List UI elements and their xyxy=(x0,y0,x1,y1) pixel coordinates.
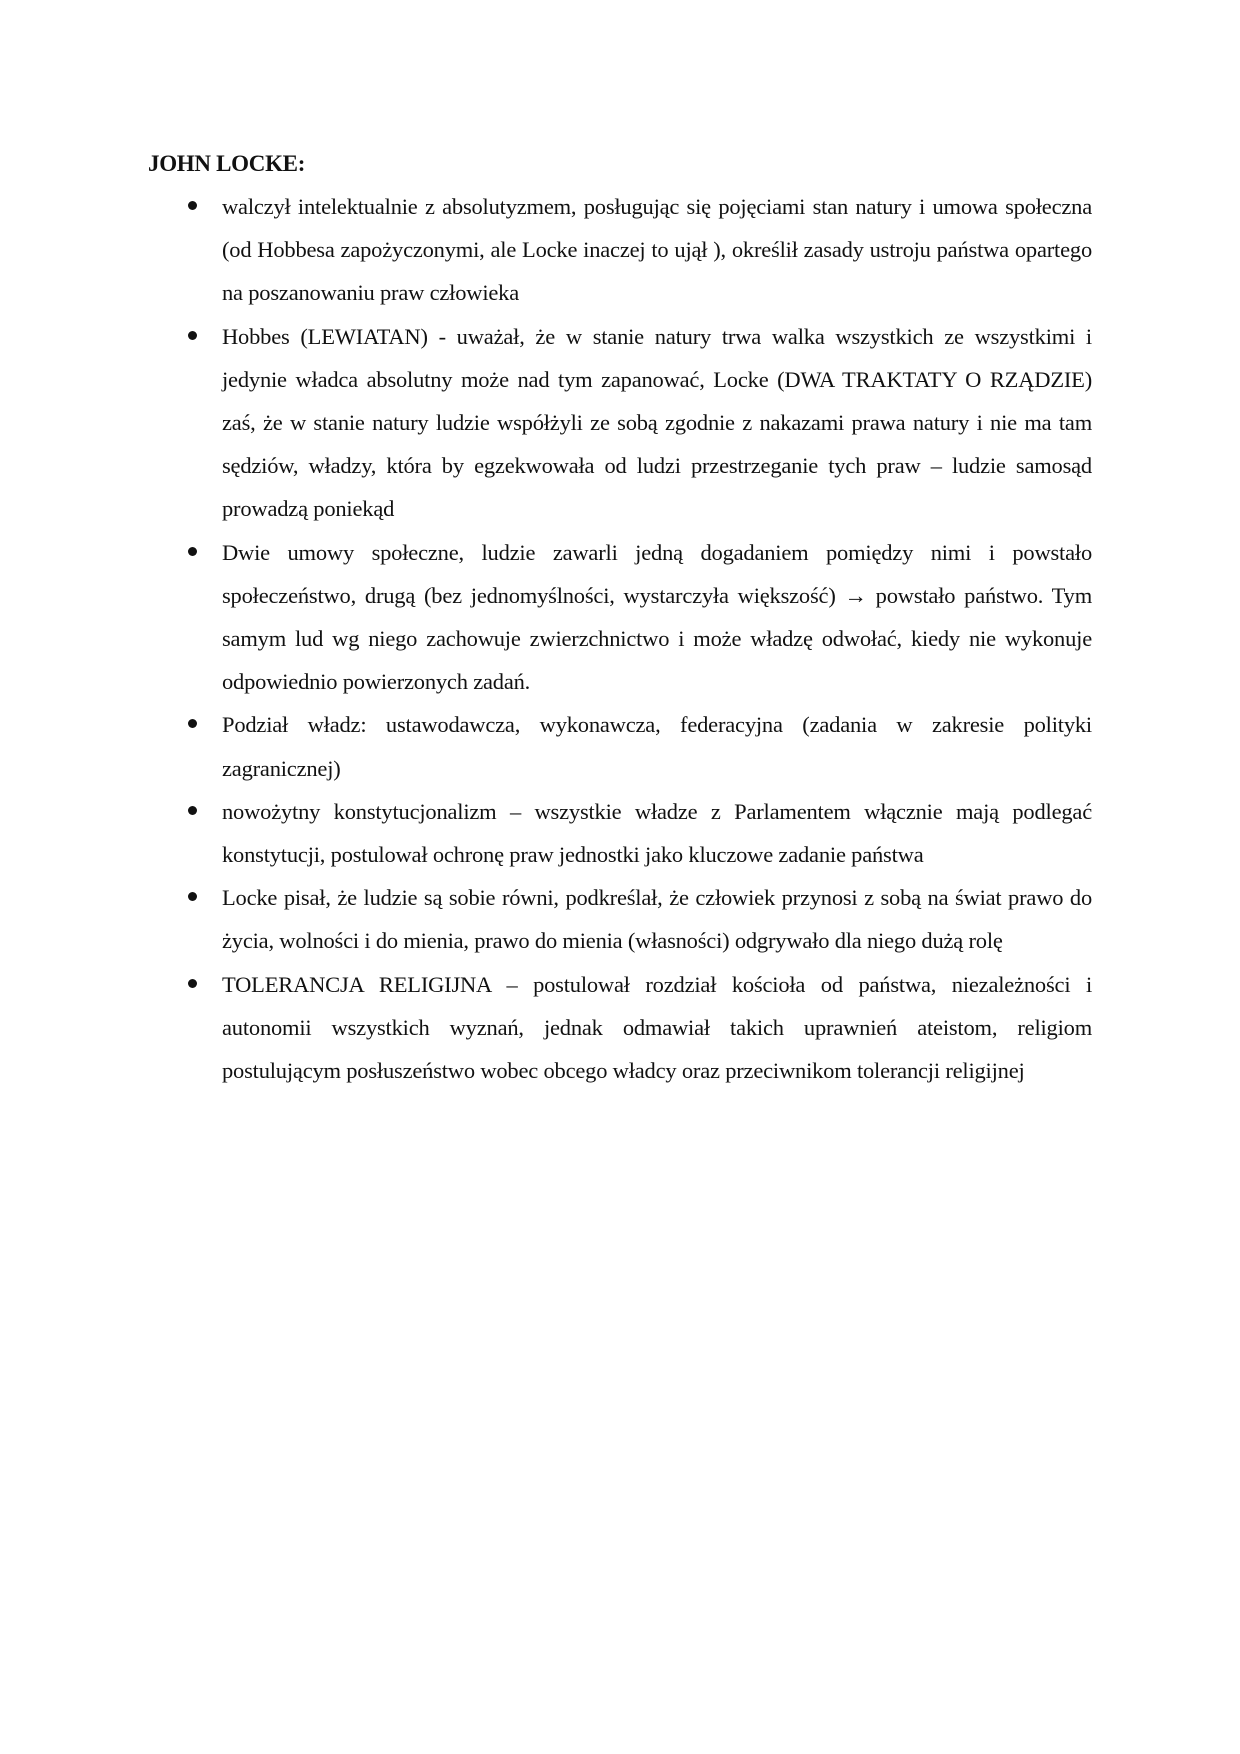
bullet-item xyxy=(148,185,1092,315)
bullet-item xyxy=(148,963,1092,1093)
bullet-text: Podział władz: ustawodawcza, wykonawcza, federacyjna (zadania w zakresie polityki zagranicznej) xyxy=(222,712,1092,781)
bullet-item xyxy=(148,315,1092,531)
document-title: JOHN LOCKE: xyxy=(148,151,306,176)
bullet-text: nowożytny konstytucjonalizm – wszystkie władze z Parlamentem włącznie mają podlegać konstytucji, postulował ochronę praw jednostki jako kluczowe zadanie państwa xyxy=(222,798,1092,868)
bullet-text: Hobbes (LEWIATAN) - uważał, że w stanie natury trwa walka wszystkich ze wszystkimi i jedynie władca absolutny może nad tym zapanować, Locke (DWA TRAKTATY O RZĄDZIE) zaś, że w stanie natury ludzie współżyli ze sobą zgodnie z nakazami prawa natury i nie ma tam sędziów, władzy, która by egzekwowała od ludzi przestrzeganie tych praw – ludzie samosąd prowadzą poniekąd xyxy=(222,323,1092,522)
bullet-item xyxy=(148,703,1092,789)
bullet-text: walczył intelektualnie z absolutyzmem, posługując się pojęciami stan natury i umowa społeczna (od Hobbesa zapożyczonymi, ale Locke inaczej to ujął ), określił zasady ustroju państwa opartego na poszanowaniu praw człowieka xyxy=(222,194,1092,306)
bullet-icon xyxy=(188,719,197,728)
bullet-text: Dwie umowy społeczne, ludzie zawarli jedną dogadaniem pomiędzy nimi i powstało społeczeństwo, drugą (bez jednomyślności, wystarczyła większość) → powstało państwo. Tym samym lud wg niego zachowuje zwierzchnictwo i może władzę odwołać, kiedy nie wykonuje odpowiednio powierzonych zadań. xyxy=(222,539,1092,695)
bullet-text: TOLERANCJA RELIGIJNA – postulował rozdział kościoła od państwa, niezależności i autonomii wszystkich wyznań, jednak odmawiał takich uprawnień ateistom, religiom postulującym posłuszeństwo wobec obcego władcy oraz przeciwnikom tolerancji religijnej xyxy=(222,971,1092,1084)
bullet-item xyxy=(148,531,1092,704)
bullet-icon xyxy=(188,806,197,815)
bullet-text: Locke pisał, że ludzie są sobie równi, podkreślał, że człowiek przynosi z sobą na świat prawo do życia, wolności i do mienia, prawo do mienia (własności) odgrywało dla niego dużą rolę xyxy=(222,885,1092,954)
bullet-icon xyxy=(188,979,197,988)
bullet-item xyxy=(148,876,1092,962)
bullet-list xyxy=(148,185,1092,1092)
bullet-icon xyxy=(188,331,197,340)
bullet-icon xyxy=(188,201,197,210)
bullet-item xyxy=(148,790,1092,876)
document-content xyxy=(148,142,1092,1092)
bullet-icon xyxy=(188,892,197,901)
bullet-icon xyxy=(188,547,197,556)
